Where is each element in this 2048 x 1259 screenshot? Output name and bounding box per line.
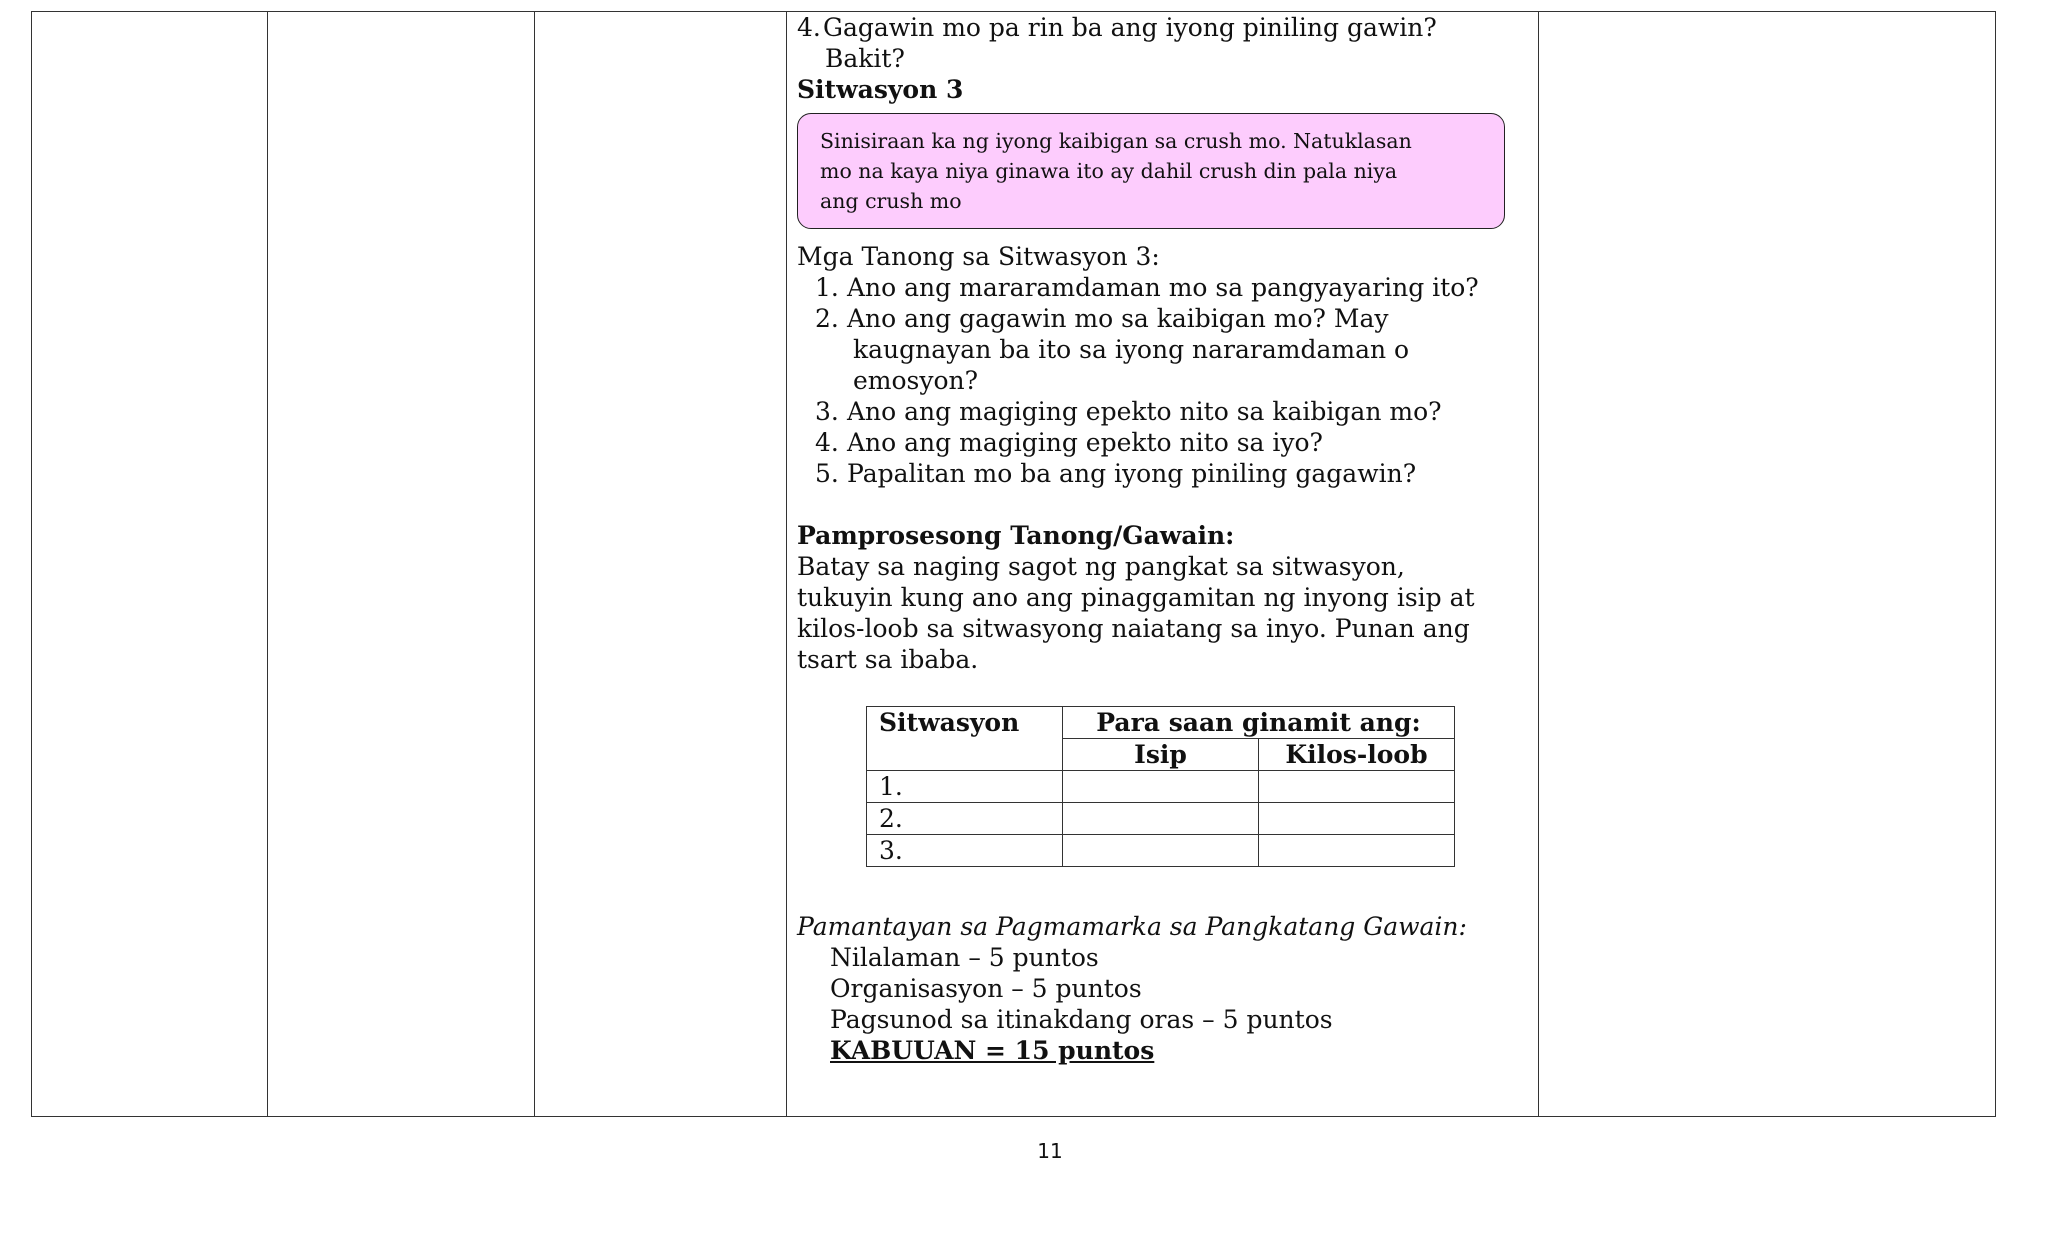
page-number: 11: [1037, 1139, 1063, 1163]
item-text-continuation: kaugnayan ba ito sa iyong nararamdaman o: [853, 335, 1410, 364]
table-header-row: [867, 707, 1455, 739]
item-number: 5.: [815, 459, 839, 488]
answer-chart-table: [866, 706, 1455, 867]
procedure-cell: [797, 12, 1527, 1066]
paragraph-line: tsart sa ibaba.: [797, 645, 979, 674]
situation-3-box: [797, 113, 1505, 229]
item-text: Ano ang magiging epekto nito sa iyo?: [847, 428, 1323, 457]
spacer: [797, 489, 1527, 520]
blank-cell[interactable]: [1259, 803, 1455, 835]
item-number: 1.: [815, 273, 839, 302]
column-header-kilos-loob: Kilos-loob: [1259, 739, 1455, 771]
column-header-sitwasyon: Sitwasyon: [867, 707, 1063, 771]
questions-heading: Mga Tanong sa Sitwasyon 3:: [797, 242, 1160, 271]
item-text: Ano ang magiging epekto nito sa kaibigan mo?: [847, 397, 1442, 426]
rubric-item: Organisasyon – 5 puntos: [830, 974, 1142, 1003]
situation-text-line: ang crush mo: [820, 189, 962, 213]
list-item: [815, 458, 1527, 489]
item-number: 3.: [815, 397, 839, 426]
column-divider: [1538, 12, 1539, 1116]
rubric-item: Pagsunod sa itinakdang oras – 5 puntos: [830, 1005, 1333, 1034]
situation-text-line: Sinisiraan ka ng iyong kaibigan sa crush mo. Natuklasan: [820, 129, 1412, 153]
rubric-heading: Pamantayan sa Pagmamarka sa Pangkatang Gawain:: [797, 912, 1467, 941]
list-item: [815, 303, 1527, 334]
situation-3-heading: Sitwasyon 3: [797, 75, 964, 104]
processing-heading: Pamprosesong Tanong/Gawain:: [797, 521, 1235, 550]
question-4-prev: [797, 12, 1527, 43]
situation-text-line: mo na kaya niya ginawa ito ay dahil crush din pala niya: [820, 159, 1398, 183]
column-header-isip: Isip: [1063, 739, 1259, 771]
column-divider: [534, 12, 535, 1116]
blank-cell[interactable]: [1063, 771, 1259, 803]
list-item: [815, 427, 1527, 458]
rubric-section: [797, 911, 1527, 1066]
row-label: 2.: [867, 803, 1063, 835]
column-divider: [786, 12, 787, 1116]
item-text: Ano ang gagawin mo sa kaibigan mo? May: [847, 304, 1389, 333]
rubric-total: KABUUAN = 15 puntos: [830, 1036, 1155, 1065]
table-row: [867, 803, 1455, 835]
rubric-item: Nilalaman – 5 puntos: [830, 943, 1099, 972]
blank-cell[interactable]: [1259, 771, 1455, 803]
row-label: 3.: [867, 835, 1063, 867]
list-item: [815, 272, 1527, 303]
question-4-continuation: Bakit?: [825, 44, 905, 73]
paragraph-line: Batay sa naging sagot ng pangkat sa sitwasyon,: [797, 552, 1405, 581]
question-text: Gagawin mo pa rin ba ang iyong piniling gawin?: [823, 13, 1437, 42]
item-text-continuation: emosyon?: [853, 366, 979, 395]
paragraph-line: tukuyin kung ano ang pinaggamitan ng inyong isip at: [797, 583, 1475, 612]
item-text: Ano ang mararamdaman mo sa pangyayaring ito?: [847, 273, 1479, 302]
table-row: [867, 771, 1455, 803]
list-item: [815, 396, 1527, 427]
table-row: [867, 835, 1455, 867]
column-divider: [267, 12, 268, 1116]
blank-cell[interactable]: [1063, 835, 1259, 867]
item-number: 4.: [815, 428, 839, 457]
paragraph-line: kilos-loob sa sitwasyong naiatang sa inyo. Punan ang: [797, 614, 1470, 643]
column-group-header: Para saan ginamit ang:: [1063, 707, 1455, 739]
question-number: 4.: [797, 13, 821, 42]
blank-cell[interactable]: [1063, 803, 1259, 835]
row-label: 1.: [867, 771, 1063, 803]
item-text: Papalitan mo ba ang iyong piniling gagawin?: [847, 459, 1417, 488]
questions-list: [797, 272, 1527, 489]
blank-cell[interactable]: [1259, 835, 1455, 867]
item-number: 2.: [815, 304, 839, 333]
